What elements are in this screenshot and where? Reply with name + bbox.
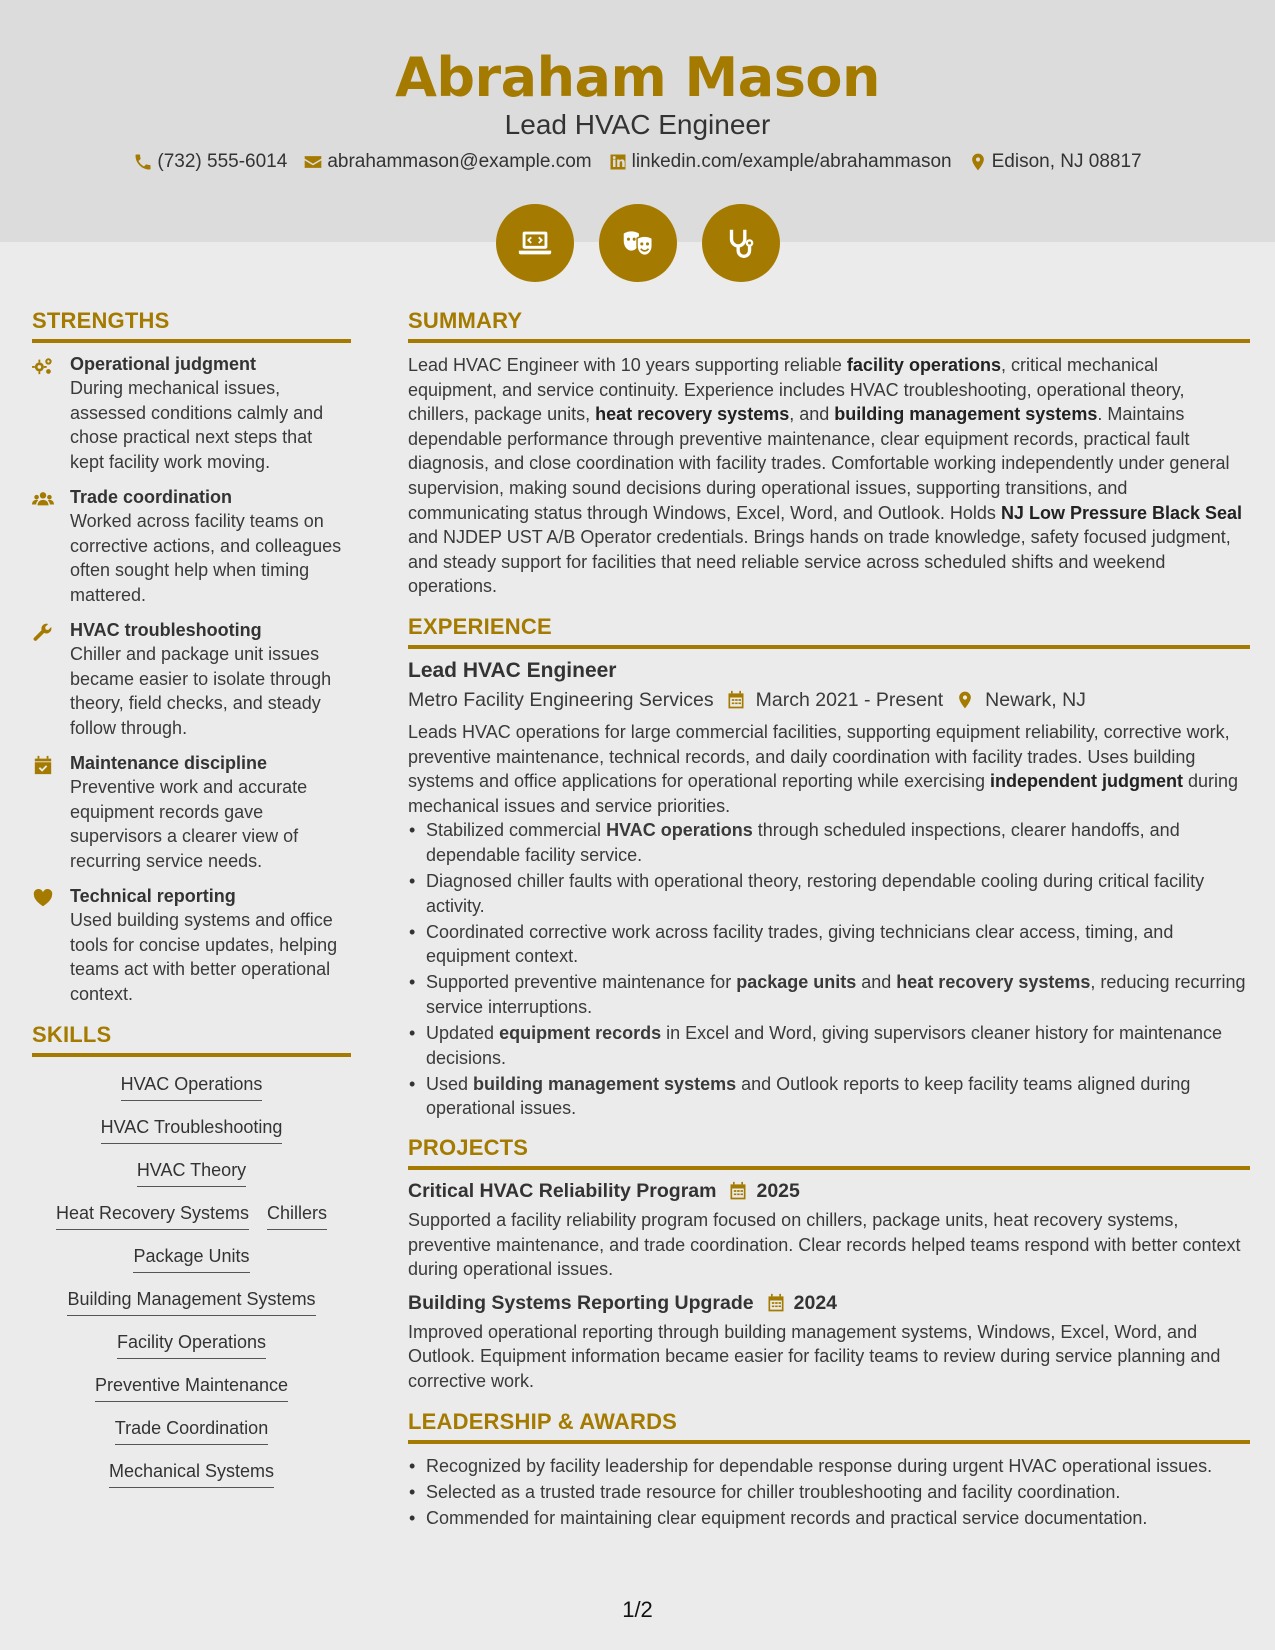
experience-meta (408, 689, 1250, 712)
experience-bullets (408, 818, 1250, 1121)
strength-item (32, 353, 351, 474)
strength-item (32, 885, 351, 1006)
strength-title: HVAC troubleshooting (70, 620, 262, 640)
candidate-name: Abraham Mason (395, 46, 880, 109)
phone-icon (133, 152, 153, 172)
summary-heading: SUMMARY (408, 308, 1250, 343)
calendar-icon (726, 690, 746, 710)
strength-item (32, 619, 351, 740)
calendar-icon (766, 1293, 786, 1313)
stethoscope-badge (702, 204, 780, 282)
theater-masks-icon (619, 224, 657, 262)
map-pin-icon (955, 690, 975, 710)
skills-section (32, 1022, 351, 1488)
strength-text: Preventive work and accurate equipment records gave supervisors a clearer view of recurring service needs. (70, 777, 308, 871)
left-column (32, 308, 351, 1488)
projects-heading: PROJECTS (408, 1135, 1250, 1170)
phone-text: (732) 555-6014 (157, 151, 288, 172)
experience-company: Metro Facility Engineering Services (408, 688, 714, 711)
skill-tag: Heat Recovery Systems (56, 1201, 249, 1230)
list-item: • Updated equipment records in Excel and Word, giving supervisors cleaner history for maintenance decisions. (408, 1021, 1250, 1070)
stethoscope-icon (722, 224, 760, 262)
email-contact[interactable] (303, 151, 591, 173)
skills-list (32, 1067, 351, 1488)
heart-icon (32, 888, 54, 908)
calendar-icon (728, 1181, 748, 1201)
location-contact (968, 151, 1142, 173)
strength-title: Operational judgment (70, 354, 257, 374)
experience-role: Lead HVAC Engineer (408, 658, 617, 682)
skill-tag: Trade Coordination (115, 1416, 268, 1445)
list-item: • Diagnosed chiller faults with operational theory, restoring dependable cooling during critical facility activity. (408, 869, 1250, 918)
list-item: • Stabilized commercial HVAC operations through scheduled inspections, clearer handoffs, and dependable facility service. (408, 818, 1250, 867)
strength-item (32, 752, 351, 873)
experience-heading: EXPERIENCE (408, 614, 1250, 649)
skill-tag: HVAC Troubleshooting (101, 1115, 283, 1144)
skill-tag: HVAC Operations (121, 1072, 263, 1101)
skill-tag: HVAC Theory (137, 1158, 246, 1187)
list-item: • Commended for maintaining clear equipment records and practical service documentation. (408, 1506, 1250, 1531)
strength-text: Worked across facility teams on corrective actions, and colleagues often sought help when timing mattered. (70, 511, 342, 605)
leadership-heading: LEADERSHIP & AWARDS (408, 1409, 1250, 1444)
location-text: Edison, NJ 08817 (991, 151, 1142, 172)
summary-text: Lead HVAC Engineer with 10 years supporting reliable facility operations, critical mechanical equipment, and service continuity. Experience includes HVAC troubleshooting, operational theory, chillers, package units, heat recovery systems, and building management systems. Maintains dependable performance through preventive maintenance, clear equipment records, practical fault diagnosis, and close coordination with facility trades. Comfortable working independently under general supervision, making sound decisions during operational issues, supporting transitions, and communicating status through Windows, Excel, Word, and Outlook. Holds NJ Low Pressure Black Seal and NJDEP UST A/B Operator credentials. Brings hands on trade knowledge, safety focused judgment, and steady support for facilities that need reliable service across scheduled shifts and weekend operations. (408, 355, 1243, 597)
strength-text: Used building systems and office tools for concise updates, helping teams act with better operational context. (70, 910, 338, 1004)
laptop-code-icon (516, 224, 554, 262)
phone-contact[interactable] (133, 151, 287, 173)
calendar-check-icon (32, 755, 54, 775)
project-header (408, 1180, 1250, 1203)
badge-icons (0, 204, 1275, 282)
email-text: abrahammason@example.com (327, 151, 592, 172)
contact-bar (0, 151, 1275, 173)
strength-text: Chiller and package unit issues became easier to isolate through theory, field checks, and steady follow through. (70, 644, 332, 738)
leadership-bullets (408, 1454, 1250, 1531)
skill-tag: Chillers (267, 1201, 327, 1230)
skill-tag: Building Management Systems (67, 1287, 315, 1316)
project-name: Building Systems Reporting Upgrade (408, 1291, 754, 1314)
list-item: • Recognized by facility leadership for dependable response during urgent HVAC operational issues. (408, 1454, 1250, 1479)
list-item: • Used building management systems and Outlook reports to keep facility teams aligned during operational issues. (408, 1072, 1250, 1121)
strength-text: During mechanical issues, assessed conditions calmly and chose practical next steps that kept facility work moving. (70, 378, 324, 472)
experience-dates: March 2021 - Present (755, 688, 944, 711)
experience-location: Newark, NJ (985, 688, 1086, 711)
gears-icon (32, 356, 54, 376)
project-name: Critical HVAC Reliability Program (408, 1179, 717, 1202)
list-item: • Selected as a trusted trade resource for chiller troubleshooting and facility coordination. (408, 1480, 1250, 1505)
project-description: Improved operational reporting through building management systems, Windows, Excel, Word, and Outlook. Equipment information became easier for facility teams to review during service planning and corrective work. (408, 1321, 1221, 1391)
skill-tag: Mechanical Systems (109, 1459, 274, 1488)
skill-tag: Preventive Maintenance (95, 1373, 288, 1402)
strength-item (32, 486, 351, 607)
strength-title: Maintenance discipline (70, 753, 268, 773)
laptop-code-badge (496, 204, 574, 282)
map-pin-icon (968, 152, 988, 172)
experience-description: Leads HVAC operations for large commercial facilities, supporting equipment reliability, corrective work, preventive maintenance, technical records, and daily coordination with facility trades. Uses building systems and office applications for operational reporting while exercising independent judgment during mechanical issues and service priorities. (408, 721, 1239, 816)
linkedin-contact[interactable] (608, 151, 952, 173)
skills-heading: SKILLS (32, 1022, 351, 1057)
project-year: 2025 (756, 1179, 800, 1202)
project-description: Supported a facility reliability program focused on chillers, package units, heat recovery systems, preventive maintenance, and trade coordination. Clear records helped teams respond with better context during operational issues. (408, 1209, 1241, 1280)
right-column (408, 308, 1250, 1532)
users-icon (32, 489, 54, 509)
list-item: • Supported preventive maintenance for package units and heat recovery systems, reducing recurring service interruptions. (408, 970, 1250, 1019)
strength-title: Trade coordination (70, 487, 233, 507)
linkedin-icon (608, 152, 628, 172)
skill-tag: Facility Operations (117, 1330, 266, 1359)
linkedin-text: linkedin.com/example/abrahammason (631, 151, 952, 172)
page-number: 1/2 (622, 1597, 653, 1622)
skill-tag: Package Units (133, 1244, 249, 1273)
theater-masks-badge (599, 204, 677, 282)
strengths-heading: STRENGTHS (32, 308, 351, 343)
project-year: 2024 (793, 1291, 838, 1314)
envelope-icon (303, 152, 323, 172)
list-item: • Coordinated corrective work across facility trades, giving technicians clear access, timing, and equipment context. (408, 920, 1250, 969)
strength-title: Technical reporting (70, 886, 236, 906)
job-title: Lead HVAC Engineer (504, 109, 771, 140)
wrench-icon (32, 622, 54, 642)
project-header (408, 1292, 1250, 1315)
